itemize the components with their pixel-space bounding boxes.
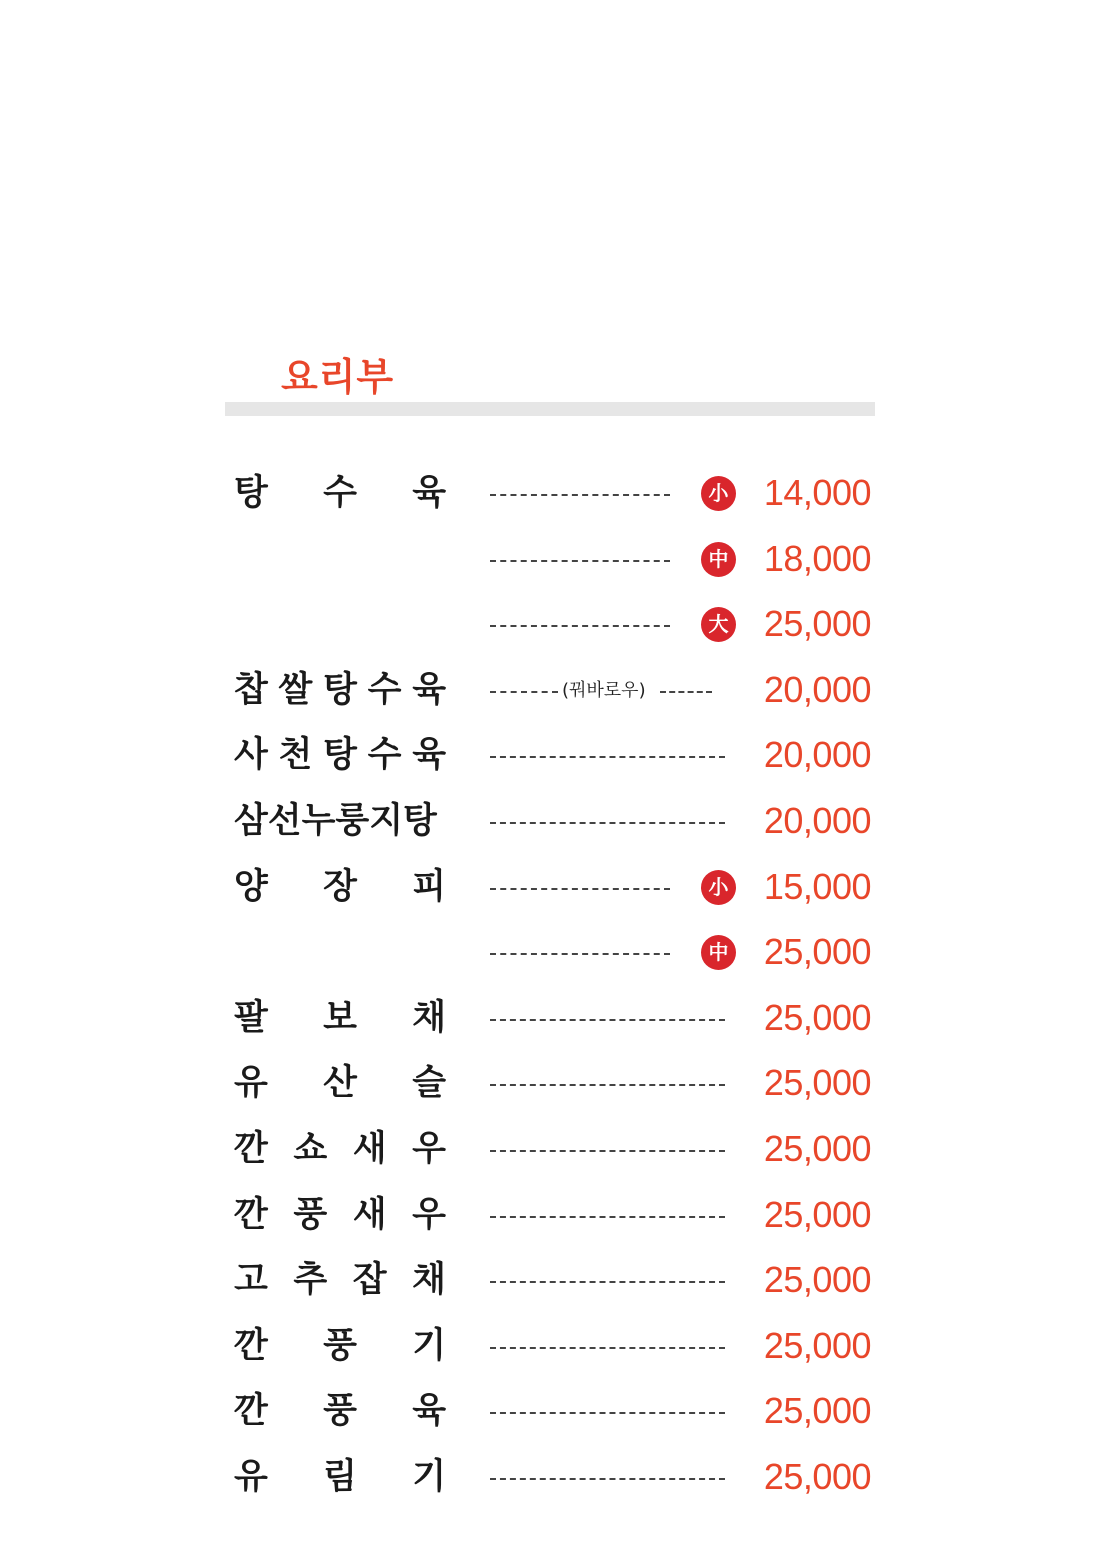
menu-item-name-char: 채 (412, 997, 446, 1038)
menu-item-name (234, 800, 446, 842)
menu-item-name-char: 수 (323, 473, 357, 513)
menu-item-name-char: 유 (234, 1456, 268, 1497)
menu-item-name (234, 1456, 446, 1498)
menu-item-name-char: 림 (323, 1456, 357, 1497)
menu-item-price: 18,000 (763, 537, 871, 579)
menu-item-name-char: 기 (412, 1325, 446, 1366)
dotted-leader (490, 625, 670, 627)
menu-item-name-char: 유 (234, 1063, 268, 1104)
menu-item-name-char: 새 (352, 1194, 387, 1235)
menu-item-name-char: 잡 (352, 1260, 387, 1301)
menu-item-name-char: 양 (234, 866, 268, 907)
menu-item-name-char: 깐 (234, 1194, 268, 1235)
menu-item-name-char: 우 (412, 1194, 446, 1235)
menu-item-note: (꿔바로우) (562, 679, 646, 701)
size-badge: 小 (701, 476, 736, 511)
menu-item-name-char: 찹 (234, 669, 268, 710)
dotted-leader (490, 1412, 725, 1414)
menu-item-name-char: 탕 (234, 473, 268, 513)
menu-item-name-char: 새 (352, 1128, 387, 1169)
menu-item-name (234, 734, 446, 776)
menu-item-row (0, 1247, 1100, 1313)
menu-item-row (0, 1050, 1100, 1116)
menu-item-name-char: 채 (412, 1260, 446, 1301)
menu-item-name-char: 깐 (234, 1128, 268, 1169)
size-badge: 中 (701, 935, 736, 970)
dotted-leader (490, 1019, 725, 1021)
dotted-leader (490, 691, 558, 693)
menu-item-price: 25,000 (763, 1455, 871, 1497)
menu-item-price: 25,000 (763, 1062, 871, 1104)
menu-item-name-char: 쇼 (293, 1128, 328, 1169)
menu-item-row (0, 1182, 1100, 1248)
menu-list (0, 460, 1100, 1510)
dotted-leader (490, 1281, 725, 1283)
menu-item-name (234, 1259, 446, 1301)
menu-item-price: 20,000 (763, 734, 871, 776)
menu-item-price: 25,000 (763, 931, 871, 973)
menu-item-name (234, 997, 446, 1039)
size-badge: 小 (701, 870, 736, 905)
menu-item-name-char: 산 (323, 1063, 357, 1104)
dotted-leader (490, 560, 670, 562)
menu-item-name-char: 수 (367, 669, 402, 710)
menu-item-price: 25,000 (763, 1324, 871, 1366)
menu-item-name (234, 1325, 446, 1367)
menu-item-name (234, 1390, 446, 1432)
dotted-leader (490, 494, 670, 496)
menu-item-name-char: 팔 (234, 997, 268, 1038)
menu-item-name (234, 866, 446, 908)
size-badge: 大 (701, 607, 736, 642)
menu-item-name (234, 1062, 446, 1104)
menu-item-row (0, 657, 1100, 723)
menu-item-name-char: 천 (278, 735, 313, 776)
title-divider (225, 402, 875, 416)
menu-item-name (234, 1194, 446, 1236)
menu-item-price: 20,000 (763, 799, 871, 841)
menu-item-name-char: 육 (412, 473, 446, 513)
menu-item-name-char: 고 (234, 1260, 268, 1301)
menu-item-price: 20,000 (763, 668, 871, 710)
menu-item-name-char: 쌀 (278, 669, 313, 710)
menu-item-name-char: 육 (412, 669, 446, 710)
menu-item-row (0, 985, 1100, 1051)
menu-item-name-char: 풍 (323, 1391, 357, 1432)
menu-item-name-char: 풍 (293, 1194, 328, 1235)
dotted-leader (490, 756, 725, 758)
menu-item-name (234, 538, 446, 580)
menu-item-price: 25,000 (763, 1390, 871, 1432)
menu-item-name-char: 탕 (323, 735, 357, 776)
menu-item-row (0, 460, 1100, 526)
menu-item-row (0, 1313, 1100, 1379)
menu-item-row (0, 1116, 1100, 1182)
menu-item-row (0, 919, 1100, 985)
dotted-leader (490, 822, 725, 824)
menu-item-name-char: 보 (323, 997, 357, 1038)
menu-item-price: 25,000 (763, 1259, 871, 1301)
menu-item-name (234, 931, 446, 973)
dotted-leader (490, 1084, 725, 1086)
dotted-leader (490, 1216, 725, 1218)
menu-item-name-char: 깐 (234, 1325, 268, 1366)
menu-item-row (0, 788, 1100, 854)
menu-item-price: 25,000 (763, 1193, 871, 1235)
menu-item-name-char: 우 (412, 1128, 446, 1169)
menu-item-row (0, 526, 1100, 592)
menu-item-row (0, 591, 1100, 657)
menu-item-price: 25,000 (763, 1127, 871, 1169)
menu-item-name-char: 육 (412, 1391, 446, 1432)
menu-item-row (0, 854, 1100, 920)
menu-item-price: 14,000 (763, 472, 871, 513)
menu-item-row (0, 1378, 1100, 1444)
menu-item-name (234, 1128, 446, 1170)
menu-item-price: 25,000 (763, 996, 871, 1038)
menu-item-price: 25,000 (763, 603, 871, 645)
menu-item-name (234, 603, 446, 645)
menu-item-price: 15,000 (763, 865, 871, 907)
menu-item-name (234, 472, 446, 514)
menu-item-name-char: 장 (323, 866, 357, 907)
menu-item-name-char: 기 (412, 1456, 446, 1497)
dotted-leader (490, 1478, 725, 1480)
dotted-leader (490, 1150, 725, 1152)
menu-item-name (234, 669, 446, 711)
menu-item-name-char: 삼선누룽지탕 (234, 800, 437, 841)
dotted-leader (660, 691, 712, 693)
menu-item-name-char: 슬 (412, 1063, 446, 1104)
size-badge: 中 (701, 542, 736, 577)
menu-item-name-char: 육 (412, 735, 446, 776)
menu-item-name-char: 사 (234, 735, 268, 776)
menu-item-name-char: 풍 (323, 1325, 357, 1366)
section-title: 요리부 (281, 355, 395, 399)
dotted-leader (490, 953, 670, 955)
dotted-leader (490, 1347, 725, 1349)
dotted-leader (490, 888, 670, 890)
menu-item-name-char: 탕 (323, 669, 357, 710)
menu-item-name-char: 추 (293, 1260, 328, 1301)
menu-item-row (0, 1444, 1100, 1510)
menu-item-row (0, 722, 1100, 788)
menu-item-name-char: 깐 (234, 1391, 268, 1432)
menu-item-name-char: 수 (367, 735, 402, 776)
menu-item-name-char: 피 (412, 866, 446, 907)
